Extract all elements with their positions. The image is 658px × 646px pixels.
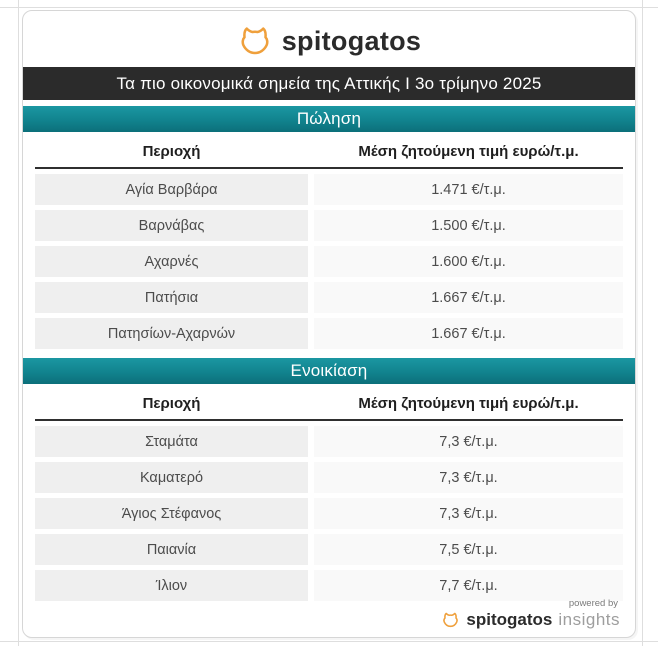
- sale-table: [35, 136, 623, 349]
- powered-by-label: powered by: [568, 598, 618, 609]
- column-header-area: Περιοχή: [142, 143, 201, 160]
- area-cell: Αχαρνές: [35, 246, 308, 277]
- frame-line-right: [642, 0, 643, 646]
- frame-line-left: [18, 0, 19, 646]
- table-row: [35, 426, 623, 457]
- price-cell: 1.667 €/τ.μ.: [314, 282, 623, 313]
- table-row: [35, 498, 623, 529]
- footer-brand-logo: [441, 610, 620, 630]
- table-row: [35, 174, 623, 205]
- price-cell: 7,7 €/τ.μ.: [314, 570, 623, 601]
- price-cell: 1.471 €/τ.μ.: [314, 174, 623, 205]
- infographic-card: [22, 10, 636, 638]
- footer: [441, 598, 620, 630]
- rental-table: [35, 388, 623, 601]
- section-header-rental: Ενοικίαση: [23, 358, 635, 384]
- column-header-area: Περιοχή: [142, 395, 201, 412]
- table-row: [35, 534, 623, 565]
- cat-icon: [441, 612, 460, 628]
- area-cell: Σταμάτα: [35, 426, 308, 457]
- brand-logo-text: spitogatos: [281, 25, 422, 56]
- price-cell: 7,5 €/τ.μ.: [314, 534, 623, 565]
- table-row: [35, 210, 623, 241]
- cat-icon: [237, 26, 273, 56]
- price-cell: 7,3 €/τ.μ.: [314, 462, 623, 493]
- table-row: [35, 570, 623, 601]
- table-row: [35, 246, 623, 277]
- price-cell: 7,3 €/τ.μ.: [314, 426, 623, 457]
- column-header-price: Μέση ζητούμενη τιμή ευρώ/τ.μ.: [358, 143, 579, 160]
- frame-line-top: [0, 7, 658, 8]
- infographic-title: Τα πιο οικονομικά σημεία της Αττικής Ι 3ο τρίμηνο 2025: [23, 67, 635, 100]
- area-cell: Βαρνάβας: [35, 210, 308, 241]
- sale-table-header: [35, 136, 623, 169]
- area-cell: Αγία Βαρβάρα: [35, 174, 308, 205]
- footer-product-text: insights: [558, 610, 620, 629]
- area-cell: Παιανία: [35, 534, 308, 565]
- table-row: [35, 318, 623, 349]
- table-row: [35, 462, 623, 493]
- column-header-price: Μέση ζητούμενη τιμή ευρώ/τ.μ.: [358, 395, 579, 412]
- area-cell: Ίλιον: [35, 570, 308, 601]
- table-row: [35, 282, 623, 313]
- price-cell: 1.600 €/τ.μ.: [314, 246, 623, 277]
- footer-brand-text: spitogatos: [466, 610, 553, 629]
- brand-logo: [23, 16, 635, 66]
- section-header-sale: Πώληση: [23, 106, 635, 132]
- area-cell: Πατήσια: [35, 282, 308, 313]
- rental-table-header: [35, 388, 623, 421]
- price-cell: 7,3 €/τ.μ.: [314, 498, 623, 529]
- price-cell: 1.500 €/τ.μ.: [314, 210, 623, 241]
- area-cell: Άγιος Στέφανος: [35, 498, 308, 529]
- area-cell: Καματερό: [35, 462, 308, 493]
- frame-line-bottom: [0, 641, 658, 642]
- price-cell: 1.667 €/τ.μ.: [314, 318, 623, 349]
- area-cell: Πατησίων-Αχαρνών: [35, 318, 308, 349]
